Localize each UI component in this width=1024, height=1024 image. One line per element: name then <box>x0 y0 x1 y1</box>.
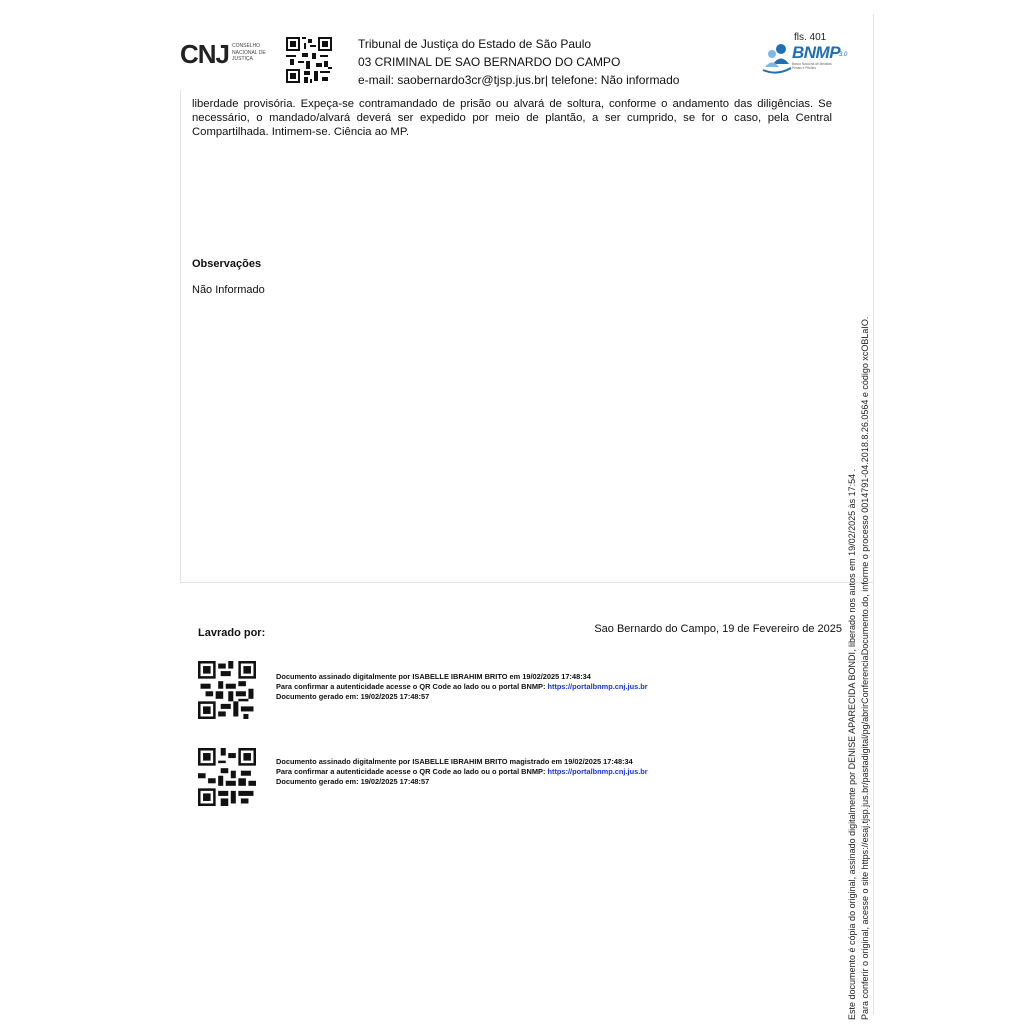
authenticity-side-note <box>846 170 872 1020</box>
portal-bnmp-link[interactable]: https://portalbnmp.cnj.jus.br <box>547 767 648 776</box>
decision-paragraph: liberdade provisória. Expeça-se contramandado de prisão ou alvará de soltura, conforme o andamento das diligências. Se necessário, o mandado/alvará deverá ser expedido por meio de plantão, a ser cumprido, se for o caso, pela Central Compartilhada. Intimem-se. Ciência ao MP. <box>192 98 832 138</box>
qr-code-icon <box>198 748 256 806</box>
side-note-line-2: Para conferir o original, acesse o site https://esaj.tjsp.jus.br/pastadigital/pg/abrirConferenciaDocumento.do, informe o processo 0014791-04.2018.8.26.0564 e código xcOBLaIO. <box>860 316 870 1020</box>
qr-code-icon <box>286 37 332 83</box>
observations-value: Não Informado <box>192 284 265 296</box>
observations-title: Observações <box>192 258 262 270</box>
signature-confirm-text: Para confirmar a autenticidade acesse o QR Code ao lado ou o portal BNMP: <box>276 682 546 691</box>
bnmp-subtitle: Banco Nacional de Medidas Penais e Prisões <box>792 62 832 70</box>
signature-block-1 <box>276 672 648 702</box>
signature-generated-line: Documento gerado em: 19/02/2025 17:48:57 <box>276 692 430 701</box>
lavrado-label: Lavrado por: <box>198 627 266 639</box>
court-name: Tribunal de Justiça do Estado de São Paulo <box>358 37 592 51</box>
bnmp-version: 3.0 <box>839 52 848 58</box>
bnmp-people-icon <box>762 40 792 80</box>
signature-generated-line: Documento gerado em: 19/02/2025 17:48:57 <box>276 777 430 786</box>
signature-qr-code-2[interactable] <box>198 748 256 806</box>
place-date: Sao Bernardo do Campo, 19 de Fevereiro de 2025 <box>594 623 842 635</box>
signature-signed-line: Documento assinado digitalmente por ISABELLE IBRAHIM BRITO magistrado em 19/02/2025 17:48:34 <box>276 757 633 766</box>
cnj-logo <box>180 40 270 74</box>
signature-confirm-line <box>276 767 648 777</box>
portal-bnmp-link[interactable]: https://portalbnmp.cnj.jus.br <box>547 682 648 691</box>
signature-confirm-text: Para confirmar a autenticidade acesse o QR Code ao lado ou o portal BNMP: <box>276 767 546 776</box>
signature-qr-code-1[interactable] <box>198 661 256 719</box>
page-number: fls. 401 <box>794 32 827 43</box>
signature-confirm-line <box>276 682 648 692</box>
header-qr-code[interactable] <box>286 37 332 83</box>
header-court-info <box>358 35 679 89</box>
cnj-logo-caption: CONSELHO NACIONAL DE JUSTIÇA <box>232 43 266 62</box>
cnj-logo-letters: CNJ <box>180 39 230 69</box>
document-content-box <box>180 90 874 583</box>
side-note-line-1: Este documento é cópia do original, assinado digitalmente por DENISE APARECIDA BONDI, liberado nos autos em 19/02/2025 às 17:54 . <box>847 468 857 1020</box>
court-unit: 03 CRIMINAL DE SAO BERNARDO DO CAMPO <box>358 55 621 69</box>
signature-block-2 <box>276 757 648 787</box>
signature-signed-line: Documento assinado digitalmente por ISABELLE IBRAHIM BRITO em 19/02/2025 17:48:34 <box>276 672 591 681</box>
court-contact: e-mail: saobernardo3cr@tjsp.jus.br| telefone: Não informado <box>358 73 680 87</box>
qr-code-icon <box>198 661 256 719</box>
bnmp-logo-text: BNMP <box>792 43 841 62</box>
bnmp-logo <box>762 32 852 82</box>
